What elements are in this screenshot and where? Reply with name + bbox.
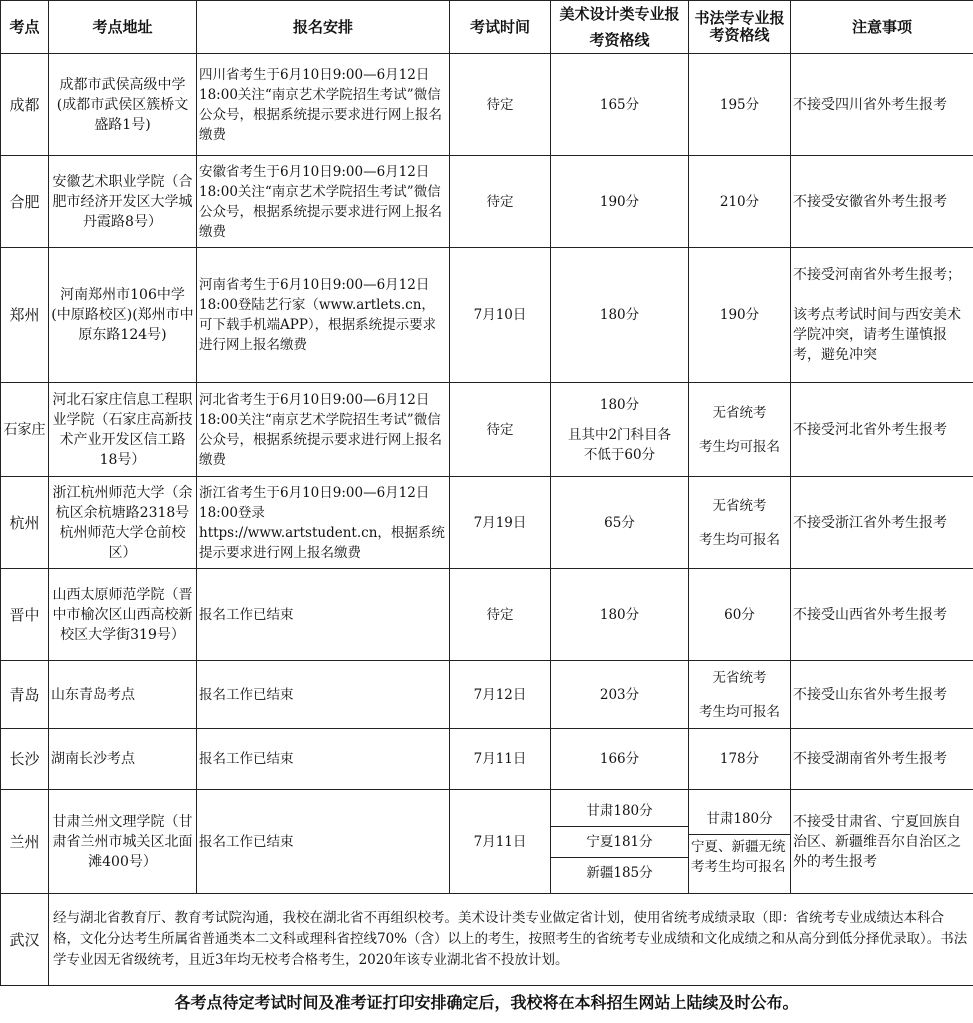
calligraphy-line (689, 661, 791, 729)
exam-time: 7月12日 (450, 661, 551, 729)
registration-info: 安徽省考生于6月10日9:00—6月12日18:00关注“南京艺术学院招生考试”微信公众号，根据系统提示要求进行网上报名缴费 (197, 156, 450, 248)
art-line (551, 790, 689, 894)
art-line (551, 383, 689, 477)
header-site: 考点 (1, 1, 49, 54)
calligraphy-line (689, 790, 791, 894)
calligraphy-line-text: 考生均可报名 (699, 703, 780, 720)
site-address: 湖南长沙考点 (49, 729, 197, 790)
exam-time: 待定 (450, 383, 551, 477)
site-address: 浙江杭州师范大学（余杭区余杭塘路2318号杭州师范大学仓前校区） (49, 477, 197, 569)
table-row (1, 569, 973, 661)
art-line: 180分 (551, 248, 689, 383)
site-address: 成都市武侯高级中学(成都市武侯区簇桥文盛路1号) (49, 54, 197, 156)
exam-time: 待定 (450, 54, 551, 156)
header-notes: 注意事项 (791, 1, 973, 54)
header-exam-time: 考试时间 (450, 1, 551, 54)
art-line-score: 180分 (599, 396, 640, 413)
registration-info: 河北省考生于6月10日9:00—6月12日18:00关注“南京艺术学院招生考试”微信公众号，根据系统提示要求进行网上报名缴费 (197, 383, 450, 477)
notes: 不接受山西省外考生报考 (791, 569, 973, 661)
footer-notice: 各考点待定考试时间及准考证打印安排确定后，我校将在本科招生网站上陆续及时公布。 (174, 993, 799, 1012)
site-city: 青岛 (1, 661, 49, 729)
table-row (1, 477, 973, 569)
calligraphy-line: 210分 (689, 156, 791, 248)
calligraphy-line-text: 无省统考 (712, 404, 767, 421)
exam-time: 待定 (450, 569, 551, 661)
notes: 不接受山东省外考生报考 (791, 661, 973, 729)
site-address: 河南郑州市106中学(中原路校区)(郑州市中原东路124号) (49, 248, 197, 383)
calligraphy-line-other: 宁夏、新疆无统考考生均可报名 (689, 834, 790, 879)
notes-line: 不接受河南省外考生报考； (793, 267, 961, 283)
art-line-condition: 且其中2门科目各不低于60分 (567, 426, 672, 463)
calligraphy-line (689, 477, 791, 569)
table-row (1, 894, 973, 986)
site-city: 兰州 (1, 790, 49, 894)
calligraphy-line (689, 383, 791, 477)
exam-time: 待定 (450, 156, 551, 248)
notes-line: 该考点考试时间与西安美术学院冲突，请考生谨慎报考，避免冲突 (793, 307, 961, 363)
site-address: 甘肃兰州文理学院（甘肃省兰州市城关区北面滩400号） (49, 790, 197, 894)
wuhan-notice: 经与湖北省教育厅、教育考试院沟通，我校在湖北省不再组织校考。美术设计类专业做定省计划，使用省统考成绩录取（即：省统考专业成绩达本科合格，文化分达考生所属省普通类本二文科或理科省控线70%（含）以上的考生，按照考生的省统考专业成绩和文化成绩之和从高分到低分择优录取）。书法学专业因无省级统考，且近3年均无校考合格考生，2020年该专业湖北省不投放计划。 (49, 894, 973, 986)
header-row (1, 1, 973, 54)
art-line: 165分 (551, 54, 689, 156)
registration-info: 四川省考生于6月10日9:00—6月12日18:00关注“南京艺术学院招生考试”微信公众号，根据系统提示要求进行网上报名缴费 (197, 54, 450, 156)
notes: 不接受四川省外考生报考 (791, 54, 973, 156)
header-address: 考点地址 (49, 1, 197, 54)
header-calligraphy-line: 书法学专业报考资格线 (689, 1, 791, 54)
registration-info: 报名工作已结束 (197, 790, 450, 894)
art-line: 190分 (551, 156, 689, 248)
table-row (1, 248, 973, 383)
registration-info: 报名工作已结束 (197, 569, 450, 661)
site-address: 山西太原师范学院（晋中市榆次区山西高校新校区大学街319号） (49, 569, 197, 661)
table-row (1, 790, 973, 894)
art-line-xinjiang: 新疆185分 (551, 857, 688, 888)
calligraphy-line-text: 无省统考 (712, 669, 767, 686)
table-row (1, 156, 973, 248)
notes: 不接受甘肃省、宁夏回族自治区、新疆维吾尔自治区之外的考生报考 (791, 790, 973, 894)
art-line: 180分 (551, 569, 689, 661)
site-address: 山东青岛考点 (49, 661, 197, 729)
table-row (1, 54, 973, 156)
calligraphy-line: 178分 (689, 729, 791, 790)
site-address: 河北石家庄信息工程职业学院（石家庄高新技术产业开发区信工路18号） (49, 383, 197, 477)
exam-time: 7月19日 (450, 477, 551, 569)
site-city: 郑州 (1, 248, 49, 383)
site-city: 石家庄 (1, 383, 49, 477)
calligraphy-line: 195分 (689, 54, 791, 156)
exam-time: 7月11日 (450, 790, 551, 894)
art-line-ningxia: 宁夏181分 (551, 826, 688, 857)
site-city: 杭州 (1, 477, 49, 569)
notes (791, 248, 973, 383)
notes: 不接受河北省外考生报考 (791, 383, 973, 477)
header-art-line: 美术设计类专业报考资格线 (551, 1, 689, 54)
table-row (1, 383, 973, 477)
calligraphy-line: 190分 (689, 248, 791, 383)
notes: 不接受湖南省外考生报考 (791, 729, 973, 790)
registration-info: 浙江省考生于6月10日9:00—6月12日18:00登录https://www.artstudent.cn，根据系统提示要求进行网上报名缴费 (197, 477, 450, 569)
site-city: 长沙 (1, 729, 49, 790)
site-city: 晋中 (1, 569, 49, 661)
art-line: 166分 (551, 729, 689, 790)
calligraphy-line-gansu: 甘肃180分 (706, 811, 773, 827)
calligraphy-line-text: 考生均可报名 (699, 531, 780, 548)
site-city: 合肥 (1, 156, 49, 248)
notes: 不接受浙江省外考生报考 (791, 477, 973, 569)
notes: 不接受安徽省外考生报考 (791, 156, 973, 248)
art-line: 65分 (551, 477, 689, 569)
registration-info: 报名工作已结束 (197, 661, 450, 729)
site-city: 成都 (1, 54, 49, 156)
site-city: 武汉 (1, 894, 49, 986)
art-line-gansu: 甘肃180分 (586, 802, 653, 819)
header-registration: 报名安排 (197, 1, 450, 54)
exam-time: 7月11日 (450, 729, 551, 790)
registration-info: 报名工作已结束 (197, 729, 450, 790)
table-row (1, 729, 973, 790)
site-address: 安徽艺术职业学院（合肥市经济开发区大学城丹霞路8号） (49, 156, 197, 248)
art-line: 203分 (551, 661, 689, 729)
exam-time: 7月10日 (450, 248, 551, 383)
registration-info: 河南省考生于6月10日9:00—6月12日18:00登陆艺行家（www.artlets.cn，可下载手机端APP），根据系统提示要求进行网上报名缴费 (197, 248, 450, 383)
calligraphy-line-text: 考生均可报名 (699, 438, 780, 455)
calligraphy-line: 60分 (689, 569, 791, 661)
table-row (1, 661, 973, 729)
calligraphy-line-text: 无省统考 (712, 497, 767, 514)
